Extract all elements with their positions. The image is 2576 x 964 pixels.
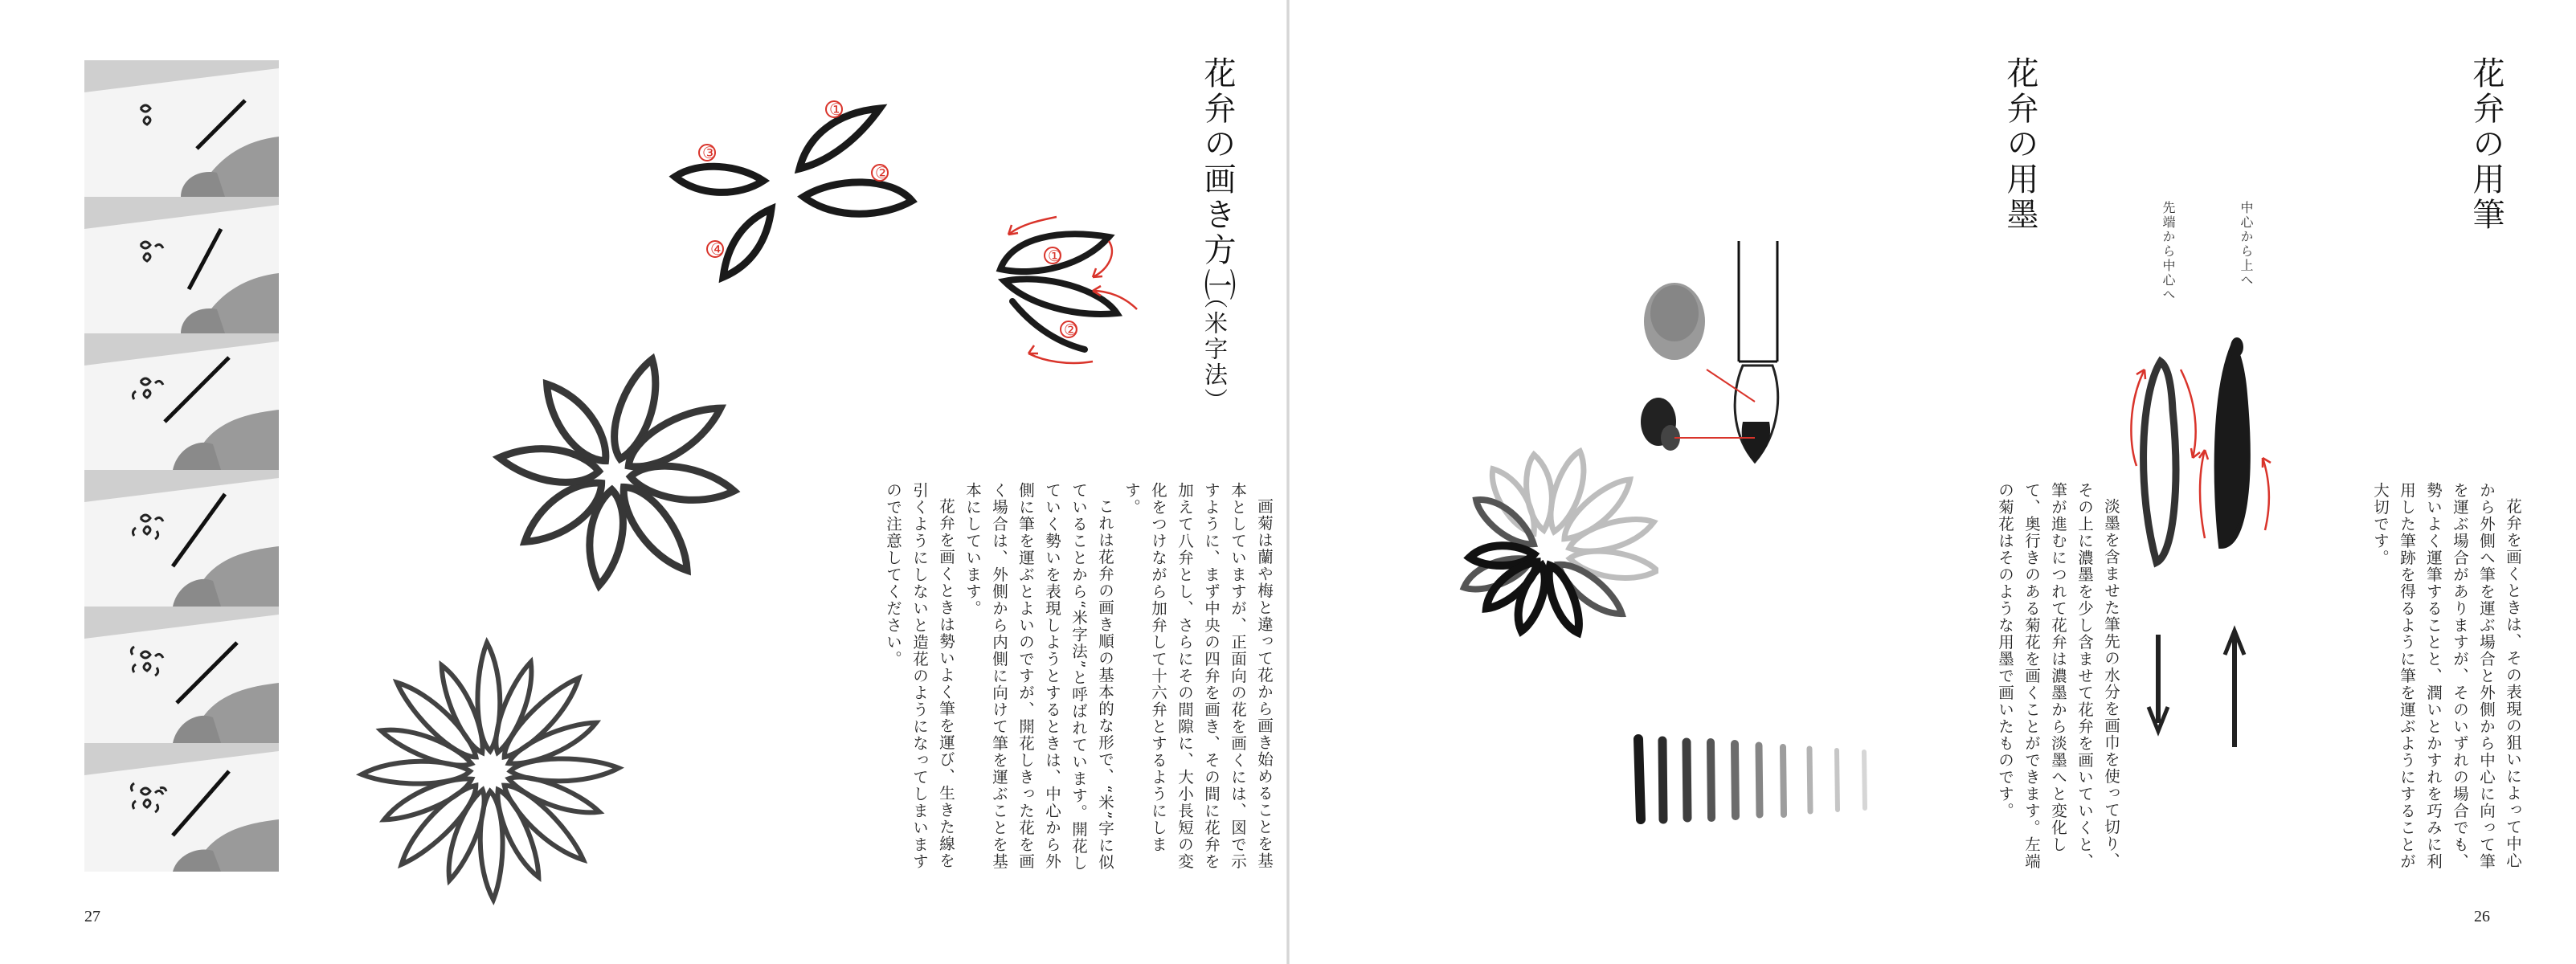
- marker-2-stroke: ②: [1064, 321, 1078, 339]
- left-page: [0, 0, 1287, 964]
- technique-photo: [84, 607, 279, 745]
- stroke-direction-diagram: [988, 201, 1149, 378]
- left-paragraph: 花弁を画くときは勢いよく筆を運び、生きた線を引くようにしないと造花のようになってしまいますので注意してください。: [884, 482, 955, 870]
- marker-1-stroke: ①: [1048, 247, 1062, 265]
- right-body-text-2: [1883, 482, 2124, 876]
- ink-gradient-strokes: [1626, 731, 1883, 827]
- sixteen-petal-flower: [346, 627, 635, 916]
- label-center-up: 中心から上へ: [2239, 201, 2254, 288]
- left-title: 花弁の画き方㈠: [1199, 56, 1236, 304]
- brush-ink-diagram: [1626, 233, 1835, 474]
- marker-2: ②: [875, 163, 889, 182]
- four-petal-diagram: [659, 88, 932, 297]
- graded-ink-chrysanthemum: [1433, 426, 1658, 683]
- right-title-2: 花弁の用墨: [2002, 56, 2038, 233]
- left-paragraph: 画菊は蘭や梅と違って花から画き始めることを基本としていますが、正面向の花を画くには、図で示すように、まず中央の四弁を画き、その間に花弁を加えて八弁とし、さらにその間隙に、大小長短の変化をつけながら加弁して十六弁とするようにします。: [1122, 482, 1274, 870]
- page-number-left: 27: [84, 908, 100, 925]
- technique-photo: [84, 197, 279, 335]
- label-tip-center: 先端から中心へ: [2161, 201, 2176, 302]
- technique-photo: [84, 60, 279, 198]
- technique-photo: [84, 470, 279, 608]
- marker-3: ③: [702, 143, 717, 162]
- marker-4: ④: [710, 239, 725, 259]
- right-paragraph-2: 淡墨を含ませた筆先の水分を画巾を使って切り、その上に濃墨を少し含ませて花弁を画いていくと、筆が進むにつれて花弁は濃墨から淡墨へと変化して、奥行きのある菊花を画くことができます。左端の菊花はそのような用墨で画いたものです。: [1996, 482, 2120, 870]
- left-body-text: [876, 482, 1278, 884]
- technique-photo: [84, 743, 279, 873]
- left-paragraph: これは花弁の画き順の基本的な形で、“米”字に似ていることから“米字法”と呼ばれています。開花していく勢いを表現しようとするときは、中心から外側に筆を運ぶとよいのですが、開花しきった花を画く場合は、外側から内側に向けて筆を運ぶことを基本にしています。: [963, 482, 1114, 872]
- right-body-text-1: [2293, 482, 2526, 876]
- page-number-right: 26: [2474, 908, 2490, 925]
- eight-petal-flower: [470, 337, 759, 611]
- petal-stroke-direction: [2124, 329, 2285, 747]
- left-subtitle: （米字法）: [1201, 285, 1229, 414]
- right-title-1: 花弁の用筆: [2468, 56, 2504, 233]
- technique-photo: [84, 333, 279, 472]
- right-page: [1289, 0, 2576, 964]
- marker-1: ①: [829, 100, 844, 119]
- right-paragraph-1: 花弁を画くときは、その表現の狙いによって中心から外側へ筆を運ぶ場合と外側から中心に向って筆を運ぶ場合がありますが、そのいずれの場合でも、勢いよく運筆することと、潤いとかすれを巧みに利用した筆跡を得るように筆を運ぶようにすることが大切です。: [2371, 482, 2522, 870]
